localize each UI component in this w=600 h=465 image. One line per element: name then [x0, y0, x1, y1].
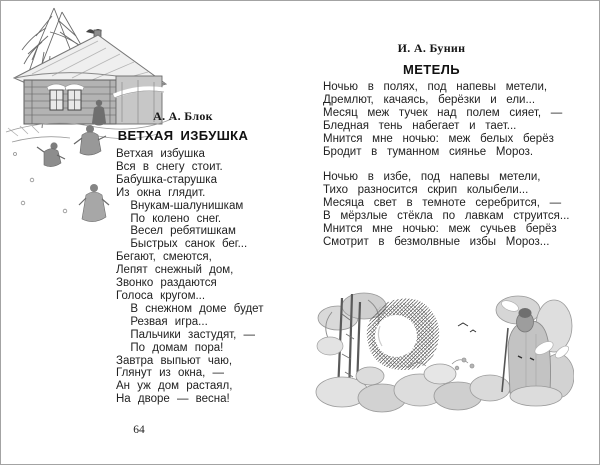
poem-line: Лепят снежный дом, — [116, 264, 234, 277]
poem-line: Бабушка-старушка — [116, 173, 217, 186]
children-figures — [37, 125, 109, 222]
birds-icon — [458, 323, 476, 332]
left-author: А. А. Блок — [153, 109, 213, 123]
left-poem-title: ВЕТХАЯ ИЗБУШКА — [117, 128, 249, 143]
poem-line: Звонко раздаются — [116, 277, 217, 290]
poem-line: Ан уж дом растаял, — [116, 380, 233, 393]
poem-line: Внукам-шалунишкам — [116, 199, 244, 212]
poem-line: Вся в снегу стоит. — [116, 160, 223, 173]
poem-line: По домам пора! — [116, 341, 224, 354]
poem-line: Ночью в полях, под напевы метели, — [323, 81, 548, 93]
poem-line: Бледная тень набегает и тает... — [323, 119, 517, 132]
poem-line: Смотрит в безмолвные избы Мороз... — [323, 235, 550, 248]
poem-line: Пальчики застудят, — — [116, 328, 256, 341]
poem-line: Мнится мне ночью: меж сучьев берёз — [323, 223, 557, 236]
poem-line: Ветхая избушка — [116, 148, 205, 160]
page-number: 64 — [133, 424, 145, 436]
poem-line: Голоса кругом... — [116, 289, 206, 302]
poem-line: Ночью в избе, под напевы метели, — [323, 171, 541, 184]
poem-line: Месяца свет в темноте серебрится, — — [323, 197, 562, 210]
left-poem — [116, 148, 263, 406]
right-poem — [323, 81, 570, 262]
poem-line: Бегают, смеются, — [116, 251, 212, 264]
right-author: И. А. Бунин — [397, 41, 466, 55]
poem-line: По колено снег. — [116, 212, 222, 225]
poem-line: Дремлют, качаясь, берёзки и ели... — [323, 93, 536, 106]
poem-line: В мёрзлые стёкла по лавкам струится... — [323, 210, 570, 223]
poem-line: Глянут из окна, — — [116, 367, 225, 380]
poem-line: Бродит в туманном сиянье Мороз. — [323, 145, 534, 158]
right-poem-title: МЕТЕЛЬ — [403, 62, 460, 77]
winter-night-illustration — [312, 284, 574, 419]
poem-line: Резвая игра... — [116, 315, 208, 328]
poem-line: Весел ребятишкам — [116, 225, 236, 238]
poem-line: Месяц меж тучек над полем сияет, — — [323, 106, 563, 119]
poem-line: Из окна глядит. — [116, 186, 206, 199]
poem-line: На дворе — весна! — [116, 393, 230, 406]
stanza-1 — [323, 81, 570, 158]
poem-line: Мнится мне ночью: меж белых берёз — [323, 132, 554, 145]
poem-line: Завтра выпьют чаю, — [116, 354, 233, 367]
poem-line: Быстрых санок бег... — [116, 238, 248, 251]
poem-line: Тихо разносится скрип колыбели... — [323, 184, 529, 197]
poem-line: В снежном доме будет — [116, 302, 264, 315]
stanza-2 — [323, 171, 570, 248]
